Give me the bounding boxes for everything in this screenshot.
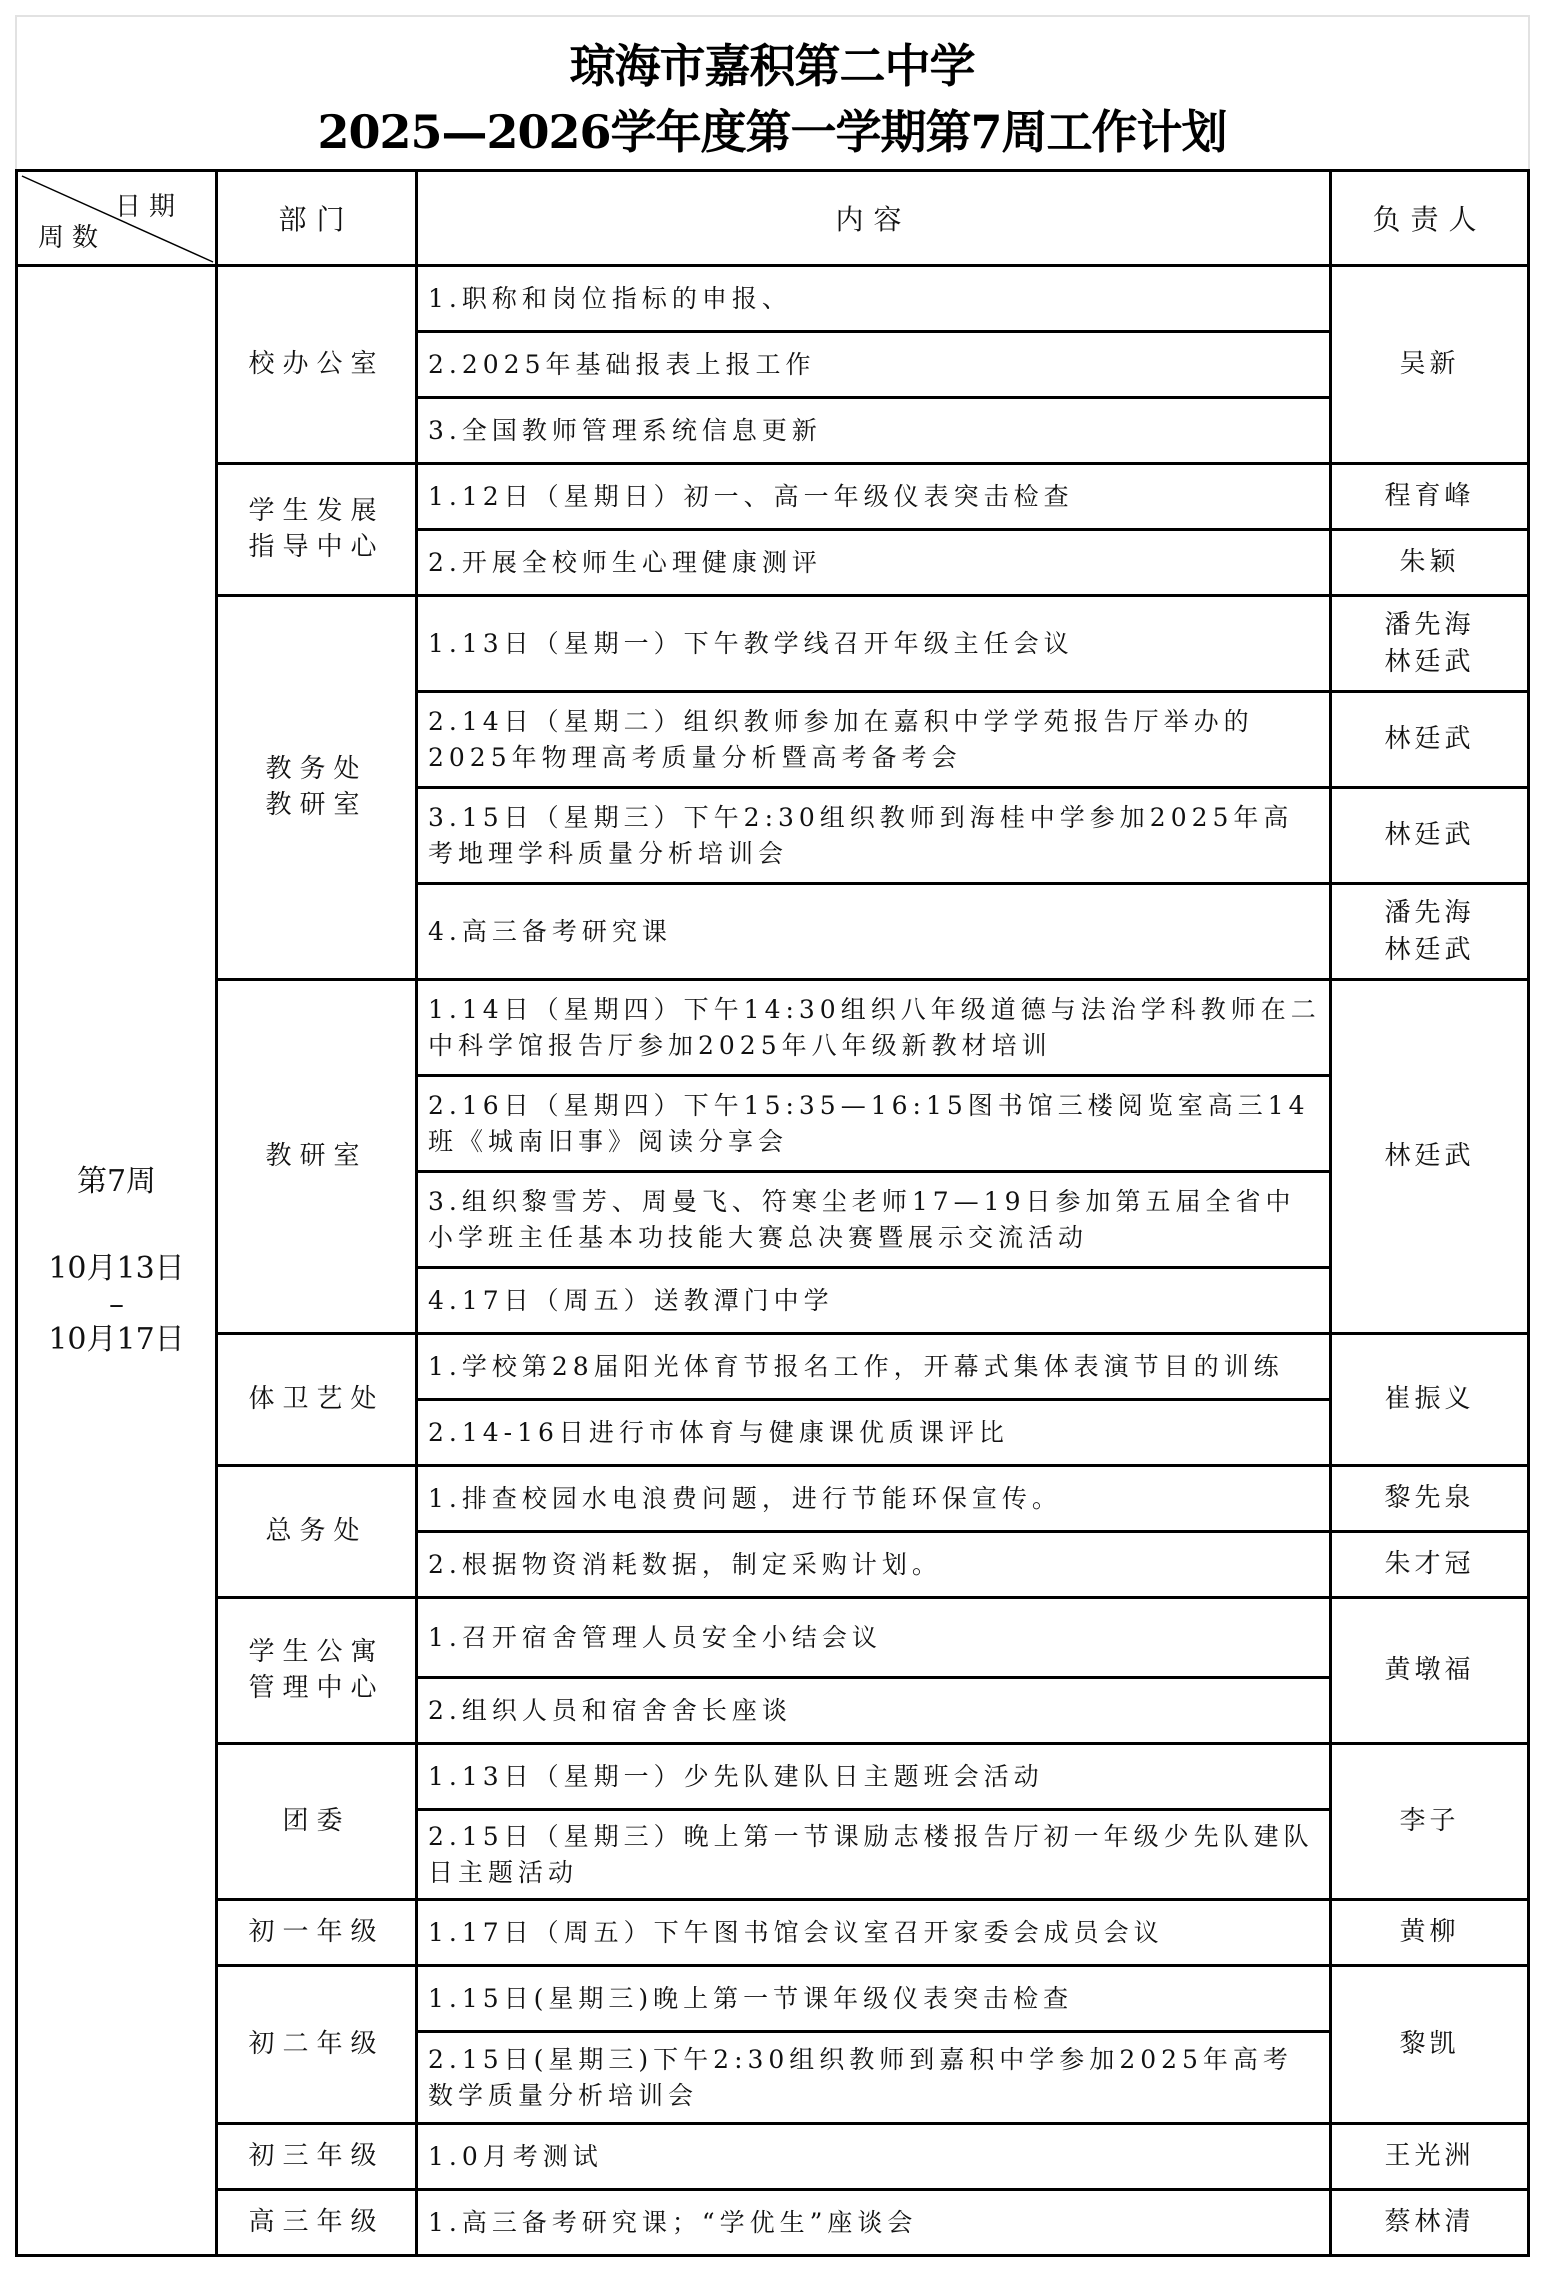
owner-cell: 李子: [1331, 1744, 1529, 1900]
content-item: 1.召开宿舍管理人员安全小结会议: [417, 1598, 1331, 1678]
owner-cell: 潘先海 林廷武: [1331, 596, 1529, 692]
content-item: 2.组织人员和宿舍舍长座谈: [417, 1678, 1331, 1744]
week-end-date: 10月17日: [48, 1321, 185, 1357]
content-item: 1.13日（星期一）少先队建队日主题班会活动: [417, 1744, 1331, 1810]
week-label: 第7周: [76, 1164, 157, 1199]
dept-academic-affairs: 教务处 教研室: [217, 596, 417, 980]
owner-cell: 吴新: [1331, 266, 1529, 464]
content-item: 2.15日(星期三)下午2:30组织教师到嘉积中学参加2025年高考数学质量分析培训会: [417, 2032, 1331, 2124]
owner-cell: 朱才冠: [1331, 1532, 1529, 1598]
table-row: [17, 1334, 1529, 1400]
content-item: 3.全国教师管理系统信息更新: [417, 398, 1331, 464]
content-item: 1.12日（星期日）初一、高一年级仪表突击检查: [417, 464, 1331, 530]
owner-cell: 崔振义: [1331, 1334, 1529, 1466]
week-start-date: 10月13日: [48, 1251, 185, 1286]
content-item: 1.0月考测试: [417, 2124, 1331, 2190]
content-item: 1.15日(星期三)晚上第一节课年级仪表突击检查: [417, 1966, 1331, 2032]
dept-grade-7: 初一年级: [217, 1900, 417, 1966]
week-range-dash: –: [109, 1286, 124, 1322]
owner-cell: 黎凯: [1331, 1966, 1529, 2124]
week-cell: [17, 266, 217, 2256]
content-item: 1.13日（星期一）下午教学线召开年级主任会议: [417, 596, 1331, 692]
owner-cell: 黄柳: [1331, 1900, 1529, 1966]
table-row: [17, 2190, 1529, 2256]
weekly-plan-table: [15, 169, 1530, 2257]
table-header-row: [17, 171, 1529, 266]
table-row: [17, 464, 1529, 530]
owner-cell: 程育峰: [1331, 464, 1529, 530]
plan-title: 2025—2026学年度第一学期第7周工作计划: [317, 105, 1227, 159]
dept-grade-9: 初三年级: [217, 2124, 417, 2190]
table-row: [17, 1900, 1529, 1966]
owner-cell: 林廷武: [1331, 692, 1529, 788]
dept-general-affairs: 总务处: [217, 1466, 417, 1598]
content-item: 1.高三备考研究课；“学优生”座谈会: [417, 2190, 1331, 2256]
owner-cell: 朱颖: [1331, 530, 1529, 596]
dept-school-office: 校办公室: [217, 266, 417, 464]
content-item: 3.15日（星期三）下午2:30组织教师到海桂中学参加2025年高考地理学科质量分析培训会: [417, 788, 1331, 884]
school-name-title: 琼海市嘉积第二中学: [569, 39, 975, 93]
table-row: [17, 1966, 1529, 2032]
dept-grade-12: 高三年级: [217, 2190, 417, 2256]
owner-cell: 黎先泉: [1331, 1466, 1529, 1532]
dept-grade-8: 初二年级: [217, 1966, 417, 2124]
content-item: 2.开展全校师生心理健康测评: [417, 530, 1331, 596]
header-owner: 负责人: [1331, 171, 1529, 266]
content-item: 4.17日（周五）送教潭门中学: [417, 1268, 1331, 1334]
table-row: [17, 1744, 1529, 1810]
content-item: 2.根据物资消耗数据，制定采购计划。: [417, 1532, 1331, 1598]
content-item: 2.15日（星期三）晚上第一节课励志楼报告厅初一年级少先队建队日主题活动: [417, 1810, 1331, 1900]
content-item: 2.16日（星期四）下午15:35—16:15图书馆三楼阅览室高三14班《城南旧事》阅读分享会: [417, 1076, 1331, 1172]
content-item: 1.17日（周五）下午图书馆会议室召开家委会成员会议: [417, 1900, 1331, 1966]
content-item: 2.14日（星期二）组织教师参加在嘉积中学学苑报告厅举办的2025年物理高考质量分析暨高考备考会: [417, 692, 1331, 788]
corner-header-cell: [17, 171, 217, 266]
header-department: 部门: [217, 171, 417, 266]
header-content: 内容: [417, 171, 1331, 266]
owner-cell: 林廷武: [1331, 980, 1529, 1334]
content-item: 4.高三备考研究课: [417, 884, 1331, 980]
content-item: 1.排查校园水电浪费问题，进行节能环保宣传。: [417, 1466, 1331, 1532]
content-item: 1.学校第28届阳光体育节报名工作，开幕式集体表演节目的训练: [417, 1334, 1331, 1400]
content-item: 2.14-16日进行市体育与健康课优质课评比: [417, 1400, 1331, 1466]
content-item: 3.组织黎雪芳、周曼飞、符寒尘老师17—19日参加第五届全省中小学班主任基本功技能大赛总决赛暨展示交流活动: [417, 1172, 1331, 1268]
table-row: [17, 980, 1529, 1076]
header-date-label: 日期: [114, 192, 183, 222]
dept-student-development: 学生发展 指导中心: [217, 464, 417, 596]
table-row: [17, 1598, 1529, 1678]
dept-sports-health-arts: 体卫艺处: [217, 1334, 417, 1466]
table-row: [17, 596, 1529, 692]
table-row: [17, 2124, 1529, 2190]
owner-cell: 潘先海 林廷武: [1331, 884, 1529, 980]
table-row: [17, 1466, 1529, 1532]
dept-youth-league: 团委: [217, 1744, 417, 1900]
content-item: 1.14日（星期四）下午14:30组织八年级道德与法治学科教师在二中科学馆报告厅参加2025年八年级新教材培训: [417, 980, 1331, 1076]
owner-cell: 黄墩福: [1331, 1598, 1529, 1744]
dept-teaching-research: 教研室: [217, 980, 417, 1334]
content-item: 1.职称和岗位指标的申报、: [417, 266, 1331, 332]
header-week-label: 周数: [38, 223, 107, 253]
owner-cell: 林廷武: [1331, 788, 1529, 884]
dept-student-dormitory: 学生公寓 管理中心: [217, 1598, 417, 1744]
content-item: 2.2025年基础报表上报工作: [417, 332, 1331, 398]
owner-cell: 王光洲: [1331, 2124, 1529, 2190]
owner-cell: 蔡林清: [1331, 2190, 1529, 2256]
table-row: [17, 266, 1529, 332]
